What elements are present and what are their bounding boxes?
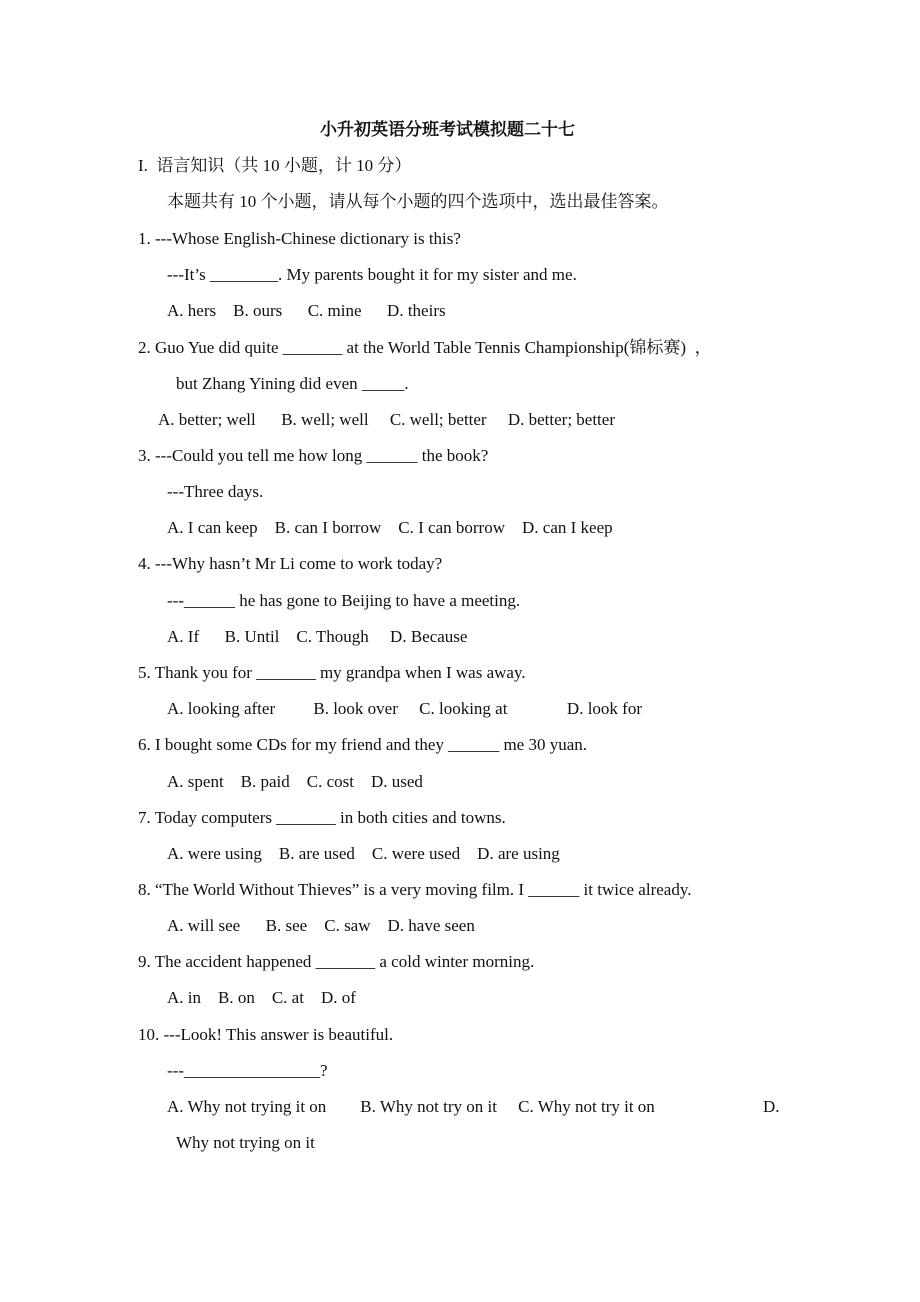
question-8-text: 8. “The World Without Thieves” is a very moving film. I ______ it twice already. <box>138 880 692 899</box>
question-9-text: 9. The accident happened _______ a cold winter morning. <box>138 952 535 971</box>
question-3-reply: ---Three days. <box>167 482 264 501</box>
question-10-reply: ---________________? <box>167 1061 328 1080</box>
question-4-reply: ---______ he has gone to Beijing to have a meeting. <box>167 591 521 610</box>
question-6-text: 6. I bought some CDs for my friend and they ______ me 30 yuan. <box>138 735 588 754</box>
question-3-text: 3. ---Could you tell me how long ______ the book? <box>138 446 489 465</box>
question-6-options: A. spent B. paid C. cost D. used <box>167 772 423 791</box>
question-8-options: A. will see B. see C. saw D. have seen <box>167 916 475 935</box>
question-1-options: A. hers B. ours C. mine D. theirs <box>167 301 446 320</box>
question-10-text: 10. ---Look! This answer is beautiful. <box>138 1025 394 1044</box>
question-5-options: A. looking after B. look over C. looking at D. look for <box>167 699 643 718</box>
question-1-text: 1. ---Whose English-Chinese dictionary is this? <box>138 229 461 248</box>
question-5-text: 5. Thank you for _______ my grandpa when I was away. <box>138 663 526 682</box>
question-2-options: A. better; well B. well; well C. well; better D. better; better <box>158 410 615 429</box>
question-7-options: A. were using B. are used C. were used D. are using <box>167 844 560 863</box>
question-7-text: 7. Today computers _______ in both cities and towns. <box>138 808 506 827</box>
page-title: 小升初英语分班考试模拟题二十七 <box>320 120 575 139</box>
section-instruction: 本题共有 10 个小题，请从每个小题的四个选项中，选出最佳答案。 <box>167 192 669 211</box>
question-2-continuation: but Zhang Yining did even _____. <box>176 374 409 393</box>
question-2-text: 2. Guo Yue did quite _______ at the World Table Tennis Championship(锦标赛) ， <box>138 338 712 357</box>
section-heading: I. 语言知识（共 10 小题，计 10 分） <box>138 156 412 175</box>
question-3-options: A. I can keep B. can I borrow C. I can borrow D. can I keep <box>167 518 613 537</box>
question-1-reply: ---It’s ________. My parents bought it for my sister and me. <box>167 265 577 284</box>
question-4-text: 4. ---Why hasn’t Mr Li come to work today? <box>138 554 443 573</box>
question-10-option-d-text: Why not trying on it <box>176 1133 315 1152</box>
question-10-options: A. Why not trying it on B. Why not try on it C. Why not try it on <box>167 1097 655 1116</box>
question-10-option-d-label: D. <box>763 1097 780 1116</box>
question-4-options: A. If B. Until C. Though D. Because <box>167 627 468 646</box>
question-9-options: A. in B. on C. at D. of <box>167 988 356 1007</box>
